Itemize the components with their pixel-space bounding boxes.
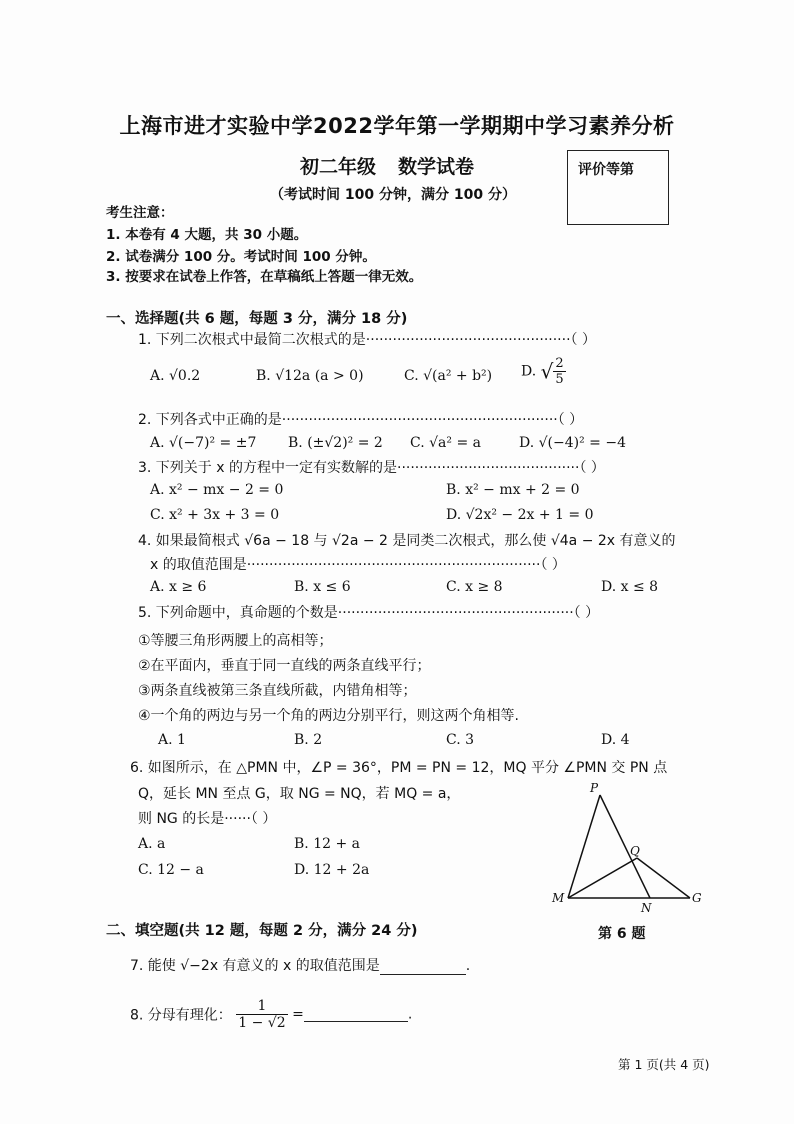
exam-title: 上海市进才实验中学2022学年第一学期期中学习素养分析 <box>119 114 675 138</box>
q7-answer-blank[interactable] <box>380 960 466 975</box>
q3-option-c: C. x² + 3x + 3 = 0 <box>150 507 280 523</box>
q1-option-d-fraction: $\frac{2}{5}$ <box>555 356 564 387</box>
q4-option-b: B. x ≤ 6 <box>294 579 351 595</box>
q2-option-b: B. (±√2)² = 2 <box>288 435 383 451</box>
q3-option-d: D. √2x² − 2x + 1 = 0 <box>446 507 594 523</box>
q6-stem-line2: Q，延长 MN 至点 G，取 NG = NQ，若 MQ = a， <box>138 786 461 802</box>
label-g: G <box>692 891 702 905</box>
q3-stem: 3. 下列关于 x 的方程中一定有实数解的是·········································（ ） <box>138 460 605 476</box>
segment-qg <box>637 858 690 898</box>
q1-option-a: A. √0.2 <box>150 368 201 384</box>
q2-stem: 2. 下列各式中正确的是······························································（ ） <box>138 412 584 428</box>
figure-caption: 第 6 题 <box>598 926 646 942</box>
label-p: P <box>590 781 599 795</box>
q5-statement-1: ①等腰三角形两腰上的高相等； <box>138 633 333 649</box>
q8-text: 8. 分母有理化： <box>130 1007 232 1024</box>
q8-equals: = <box>292 1006 304 1023</box>
page-number: 第 1 页(共 4 页) <box>618 1057 710 1072</box>
q5-option-b: B. 2 <box>294 732 323 748</box>
q8-fraction: $\frac{1}{1 - √2}$ <box>238 998 286 1031</box>
label-q: Q <box>630 844 640 858</box>
q8-line <box>130 998 412 1031</box>
sqrt-sign: √ <box>540 359 554 384</box>
q8-period: . <box>407 1006 413 1023</box>
q6-option-c: C. 12 − a <box>138 862 204 878</box>
q4-stem-line1: 4. 如果最简根式 √6a − 18 与 √2a − 2 是同类二次根式，那么使 √4a − 2x 有意义的 <box>138 533 676 549</box>
notice-heading: 考生注意： <box>106 205 174 221</box>
q3-option-b: B. x² − mx + 2 = 0 <box>446 482 580 498</box>
q2-option-d: D. √(−4)² = −4 <box>519 435 626 451</box>
q5-statement-3: ③两条直线被第三条直线所截，内错角相等； <box>138 683 417 699</box>
exam-time-note: （考试时间 100 分钟，满分 100 分） <box>270 187 516 203</box>
q1-option-b: B. √12a (a > 0) <box>256 368 364 384</box>
notice-item-3: 3. 按要求在试卷上作答，在草稿纸上答题一律无效。 <box>106 269 423 285</box>
section1-heading: 一、选择题(共 6 题，每题 3 分，满分 18 分) <box>106 311 408 327</box>
q2-option-c: C. √a² = a <box>410 435 481 451</box>
q4-stem-line2: x 的取值范围是··································································（ ） <box>150 557 566 573</box>
q6-stem-line1: 6. 如图所示，在 △PMN 中，∠P = 36°，PM = PN = 12，MQ 平分 ∠PMN 交 PN 点 <box>130 760 668 776</box>
q4-option-a: A. x ≥ 6 <box>150 579 207 595</box>
notice-item-1: 1. 本卷有 4 大题，共 30 小题。 <box>106 227 308 243</box>
section2-heading: 二、填空题(共 12 题，每题 2 分，满分 24 分) <box>106 923 418 939</box>
q5-statement-2: ②在平面内，垂直于同一直线的两条直线平行； <box>138 658 431 674</box>
q5-option-a: A. 1 <box>158 732 186 748</box>
label-m: M <box>552 891 565 905</box>
q7-text: 7. 能使 √−2x 有意义的 x 的取值范围是 <box>130 958 380 974</box>
q1-stem: 1. 下列二次根式中最简二次根式的是··············································（ ） <box>138 332 596 348</box>
q6-stem-line3: 则 NG 的长是······（ ） <box>138 811 277 827</box>
q4-option-c: C. x ≥ 8 <box>446 579 503 595</box>
q1-option-c: C. √(a² + b²) <box>404 368 493 384</box>
q3-option-a: A. x² − mx − 2 = 0 <box>150 482 284 498</box>
subject-label: 数学试卷 <box>398 156 475 178</box>
q6-option-b: B. 12 + a <box>294 836 360 852</box>
q7-line <box>130 955 470 975</box>
q1-option-d-prefix: D. <box>521 363 537 380</box>
q6-option-d: D. 12 + 2a <box>294 862 370 878</box>
q6-option-a: A. a <box>138 836 166 852</box>
q5-statement-4: ④一个角的两边与另一个角的两边分别平行，则这两个角相等. <box>138 708 519 724</box>
notice-item-2: 2. 试卷满分 100 分。考试时间 100 分钟。 <box>106 249 376 265</box>
segment-pn <box>600 795 650 898</box>
q5-stem: 5. 下列命题中，真命题的个数是·····················································（ ） <box>138 605 600 621</box>
q8-answer-blank[interactable] <box>304 1007 408 1022</box>
q5-option-d: D. 4 <box>601 732 630 748</box>
q4-option-d: D. x ≤ 8 <box>601 579 659 595</box>
q5-option-c: C. 3 <box>446 732 475 748</box>
grade-label: 初二年级 <box>300 156 377 178</box>
q2-option-a: A. √(−7)² = ±7 <box>150 435 257 451</box>
q7-period: . <box>465 958 471 974</box>
evaluation-grade-label: 评价等第 <box>578 162 634 178</box>
label-n: N <box>641 901 652 915</box>
